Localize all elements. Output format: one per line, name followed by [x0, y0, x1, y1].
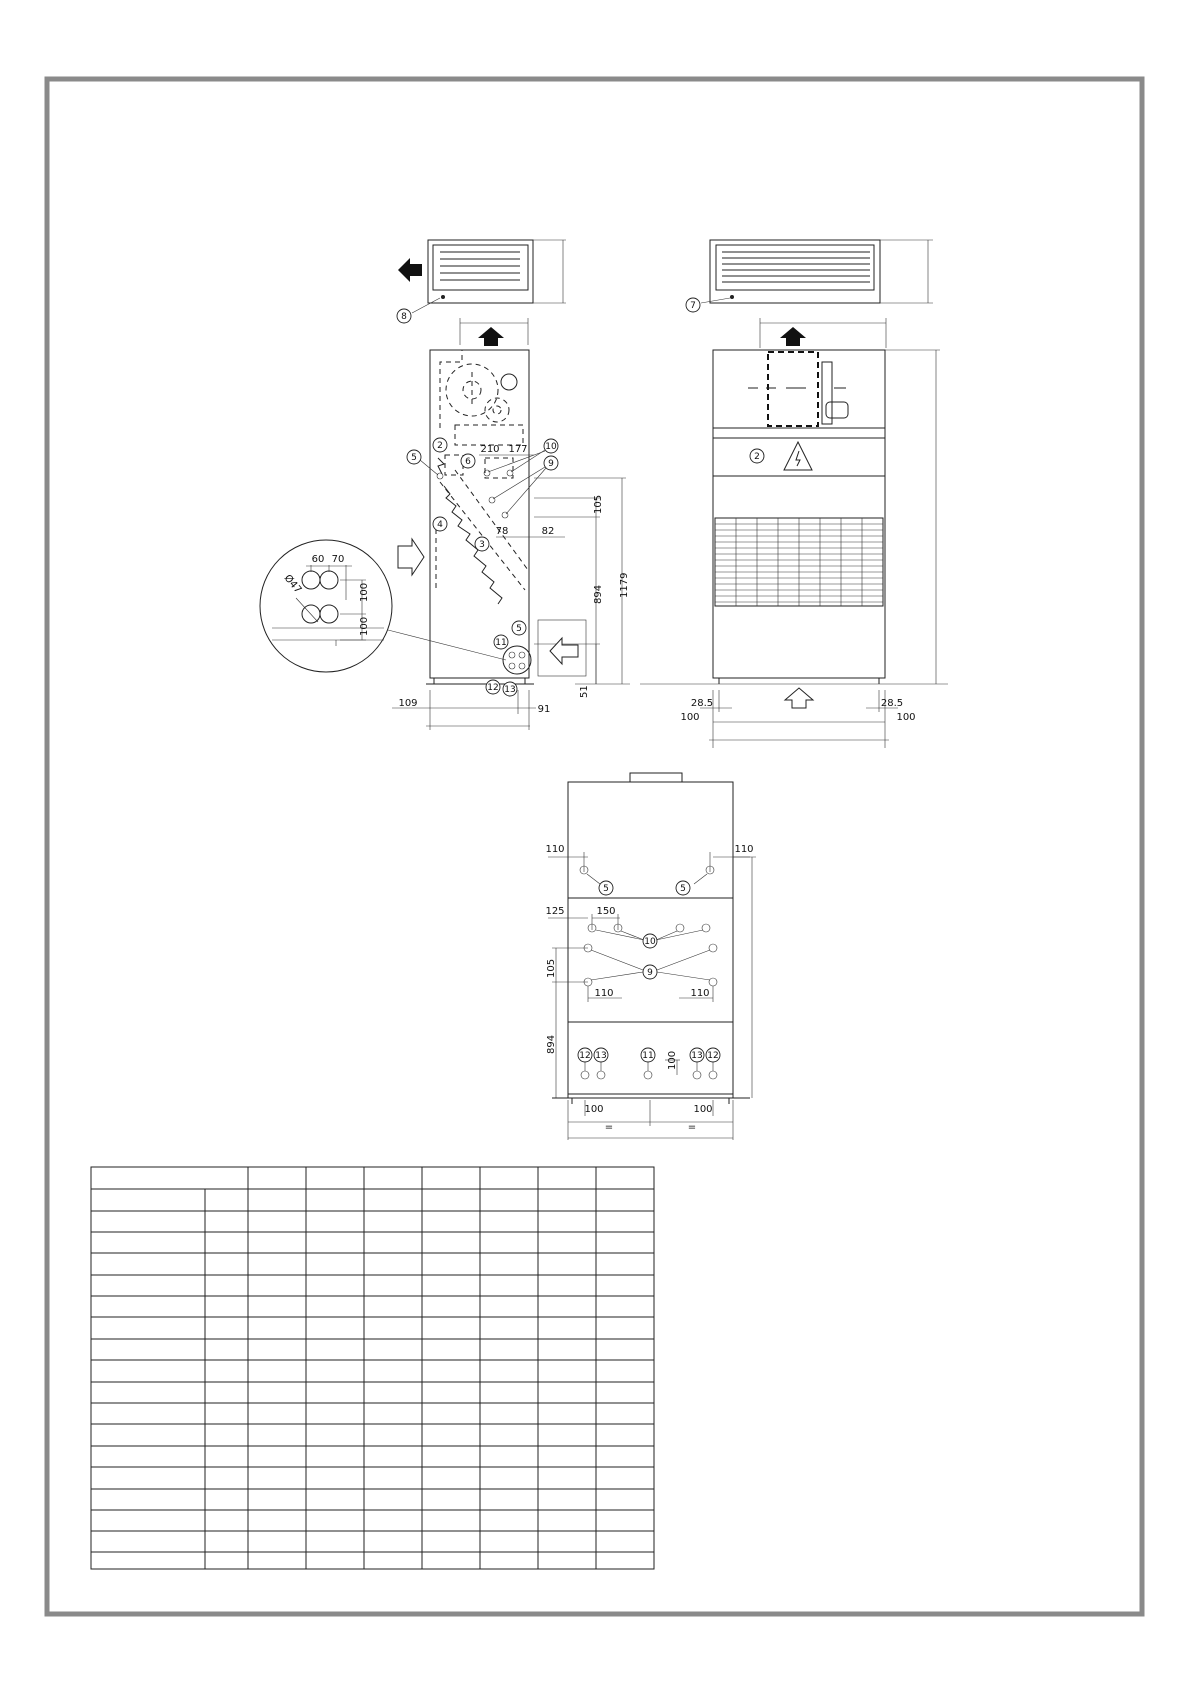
callout-10: 10: [545, 442, 557, 452]
dim-1179: 1179: [619, 572, 630, 598]
dim-91: 91: [537, 704, 551, 715]
rear-callout-12-right: 12: [707, 1051, 719, 1061]
dim-177: 177: [508, 444, 528, 455]
rear-dim-100-vertical: 100: [667, 1050, 678, 1070]
callout-2-front: 2: [754, 452, 760, 462]
detail-dim-100a: 100: [359, 582, 370, 602]
rear-dim-mid-right-110: 110: [690, 988, 710, 999]
front-view: [640, 240, 948, 748]
detail-dim-100b: 100: [359, 616, 370, 636]
rear-dim-125: 125: [545, 906, 565, 917]
detail-dim-60: 60: [311, 554, 325, 565]
detail-magnifier: [260, 540, 506, 672]
callout-13: 13: [504, 685, 516, 695]
callout-7: 7: [690, 301, 696, 311]
detail-dim-70: 70: [331, 554, 345, 565]
spec-table: [91, 1167, 654, 1569]
rear-callout-11: 11: [642, 1051, 654, 1061]
rear-dim-150: 150: [596, 906, 616, 917]
callout-5-side: 5: [411, 453, 417, 463]
callout-2: 2: [437, 441, 443, 451]
detail-phi-47: Ø47: [281, 572, 304, 596]
dim-105: 105: [593, 494, 604, 514]
rear-eq-right: =: [687, 1122, 697, 1133]
front-up-arrow-icon: [780, 327, 806, 346]
rear-view: [545, 773, 756, 1140]
inlet-right-arrow-icon: [550, 638, 578, 664]
rear-callout-5-right: 5: [680, 884, 686, 894]
callout-5-lower: 5: [516, 624, 522, 634]
dim-78: 78: [495, 526, 509, 537]
rear-dim-mid-left-110: 110: [594, 988, 614, 999]
callout-3: 3: [479, 540, 485, 550]
side-top-grille: [428, 240, 566, 303]
rear-dim-105: 105: [546, 958, 557, 978]
rear-callout-12-left: 12: [579, 1051, 591, 1061]
rear-eq-left: =: [604, 1122, 614, 1133]
front-bottom-inlet-arrow-icon: [785, 688, 813, 708]
outlet-left-arrow-icon: [398, 258, 422, 282]
dim-894: 894: [593, 584, 604, 604]
side-fan: [440, 350, 523, 478]
callout-9: 9: [548, 459, 554, 469]
rear-dim-top-right-110: 110: [734, 844, 754, 855]
rear-dim-894: 894: [546, 1034, 557, 1054]
front-dim-right-100: 100: [896, 712, 916, 723]
inlet-left-arrow-icon: [398, 539, 424, 575]
sheet-frame: [47, 79, 1142, 1614]
front-dim-right-28-5: 28.5: [880, 698, 904, 709]
front-cabinet: [713, 350, 885, 678]
rear-dim-top-left-110: 110: [545, 844, 565, 855]
callout-8: 8: [401, 312, 407, 322]
rear-callout-10: 10: [644, 937, 656, 947]
electrical-hazard-icon: [784, 442, 812, 470]
rear-dim-bottom-left-100: 100: [584, 1104, 604, 1115]
rear-dim-bottom-right-100: 100: [693, 1104, 713, 1115]
side-view: [260, 240, 630, 730]
dim-109: 109: [398, 698, 418, 709]
dim-82: 82: [541, 526, 555, 537]
rear-callout-9: 9: [647, 968, 653, 978]
callout-6: 6: [465, 457, 471, 467]
dim-210: 210: [480, 444, 500, 455]
callout-11: 11: [495, 638, 507, 648]
callout-4: 4: [437, 520, 443, 530]
callout-12: 12: [487, 683, 499, 693]
rear-callout-13-right: 13: [691, 1051, 703, 1061]
front-dim-left-28-5: 28.5: [690, 698, 714, 709]
dim-51: 51: [579, 685, 590, 698]
rear-callout-5-left: 5: [603, 884, 609, 894]
front-louvre-grille: [715, 518, 883, 606]
front-dim-left-100: 100: [680, 712, 700, 723]
rear-callout-13-left: 13: [595, 1051, 607, 1061]
